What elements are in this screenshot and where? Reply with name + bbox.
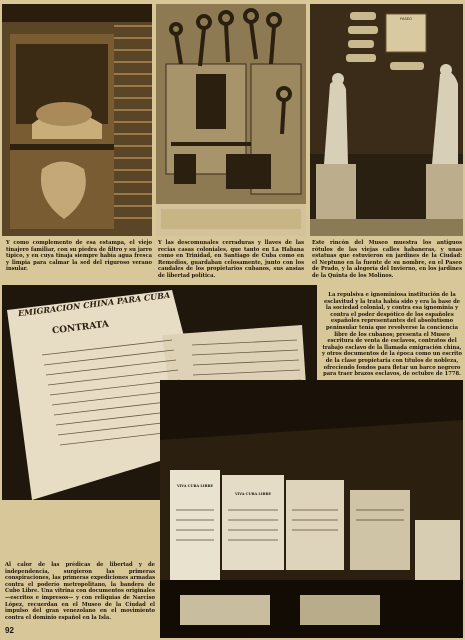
vitrina-doc-2: VIVA CUBA LIBRE: [234, 492, 272, 496]
photo-estatuas: [310, 4, 463, 236]
caption-contrata: La repulsiva e ignominiosa institución de la esclavitud y la trata había sido y era la base de la sociedad colonial, y contra esa ignominia y contra el poder despótico de los españoles españoles representantes del absolutismo peninsular tenía que revolverse la conciencia libre de los cubanos; presenta el Museo escritura de venta de esclavos, contratos del trabajo esclavo de la llamada emigración china, y otros documentos de la época como un escrito de la clase propietaria con títulos de nobleza, ofreciendo fondos para fletar un barco negrero para traer brazos esclavos, de octubre de 1778.: [322, 292, 463, 378]
caption-estatuas: Este rincón del Museo muestra los antiguos rótulos de las viejas calles habaneras, y unas estatuas que estuvieron en jardines de la Ciudad: el Neptuno en la fuente de su nombre, en el Paseo de Prado, y la alegoría del Invierno, en los jardines de la Quinta de los Molinos.: [312, 240, 462, 279]
caption-tinajero: Y como complemento de esa estampa, el viejo tinajero familiar, con su piedra de filtro y su jarro típico, y en cuya tinaja siempre había agua fresca y limpia para calmar la sed del riguroso verano insular.: [6, 240, 152, 273]
page-number: 92: [5, 626, 14, 635]
photo-cerraduras: [156, 4, 306, 236]
caption-vitrinas: Al calor de las prédicas de libertad y de independencia, surgieron las primeras conspiraciones, las primeras expediciones armadas contra el poderío metropolitano, la bandera de Cubo Libre. Una vitrina con documentos originales —escritos e impresos— y con reliquias de Narciso López, recuerdan en el Museo de la Ciudad el impulso del gran venezolano en el movimiento contra el dominio español en la Isla.: [5, 562, 155, 621]
photo-vitrinas: [160, 380, 463, 638]
contract-heading: EMIGRACION CHINA PARA CUBA: [17, 289, 171, 319]
photo-tinajero: [2, 4, 152, 236]
caption-cerraduras: Y las descomunales cerraduras y llaves de las recias casas coloniales, que tanto en La Habana como en Trinidad, en Santiago de Cuba como en Remedios, guardaban celosamente, junto con los caudales de los propietarios cubanos, sus ansias de libertad política.: [158, 240, 304, 279]
vitrina-doc-1: VIVA CUBA LIBRE: [176, 484, 214, 488]
street-sign-paseo: PASEO: [400, 17, 412, 21]
contract-title: CONTRATA: [51, 319, 110, 337]
